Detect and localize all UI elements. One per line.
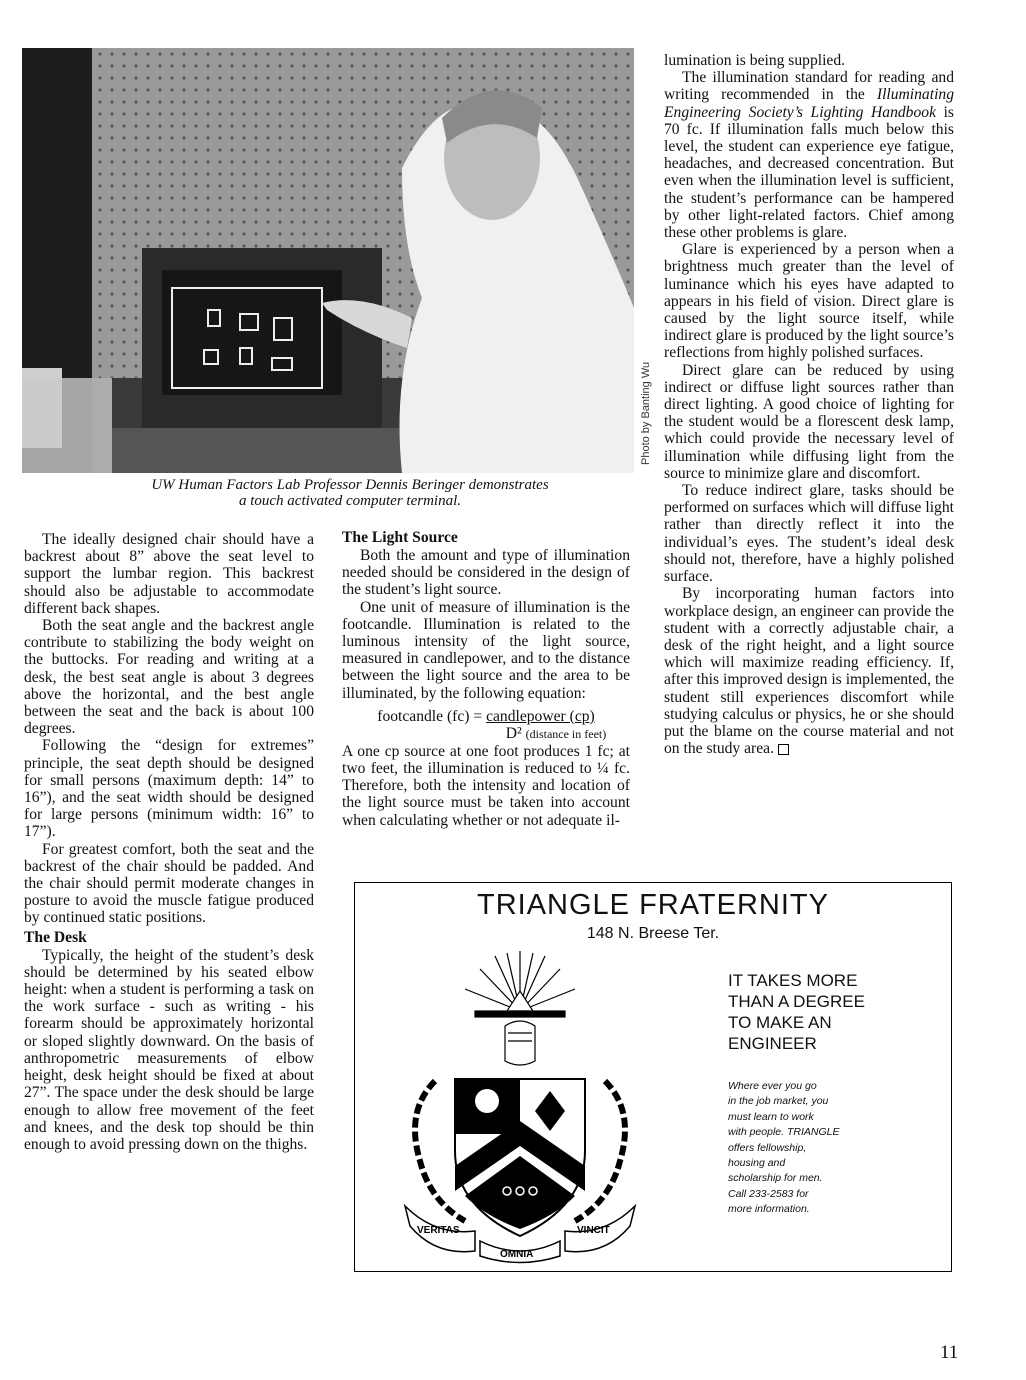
body-line: Where ever you go: [728, 1080, 817, 1092]
paragraph: lumination is being supplied.: [664, 52, 846, 69]
footcandle-equation: [342, 708, 630, 743]
body-line: offers fellowship,: [728, 1141, 807, 1154]
headline-line: TO MAKE AN: [728, 1013, 832, 1032]
paragraph: To reduce indirect glare, tasks should be performed on surfaces which will diffuse light rather than directly reflect it into the individual’s eyes. The student’s ideal desk should not, therefore, have a highly polished surface.: [664, 482, 954, 586]
handbook-title: Illuminating Engineering Society’s Lighting Handbook: [664, 86, 954, 121]
paragraph: A one cp source at one foot produces 1 fc; at two feet, the illumination is reduced to ¼ fc. Therefore, both the intensity and location of the light source must be taken into account when calculating whether or not adequate il-: [342, 742, 630, 829]
text-run: By incorporating human factors into workplace design, an engineer can provide the student with a correctly adjustable chair, a desk of the right height, and a light source which will maximize reading efficiency. If, after this improved design is implemented, the student still experiences discomfort while studying calculus or physics, he or she should put the blame on the course material and not on the study area.: [664, 585, 954, 758]
equation-denominator: D²: [505, 724, 526, 742]
paragraph: Both the amount and type of illumination needed should be considered in the design of the student’s light source.: [342, 547, 630, 599]
section-heading-light-source: The Light Source: [342, 529, 458, 546]
body-line: Call 233-2583 for: [728, 1187, 809, 1200]
paragraph: Typically, the height of the student’s desk should be determined by his seated elbow height: when a student is performing a task on the work surface - such as writing - his forearm should be approximately horizontal or sloped slightly downward. On the basis of anthropometric measurements of elbow height, desk height should be fixed at about 27”. The space under the desk should be large enough to allow free movement of the feet and knees, and the desk top should be thin enough to avoid pressing down on the thighs.: [24, 946, 314, 1153]
equation-numerator: candlepower (cp): [486, 707, 595, 725]
ad-address: 148 N. Breese Ter.: [586, 925, 720, 942]
column-2: [342, 529, 630, 829]
photo-illustration: [22, 48, 634, 473]
triangle-fraternity-ad: [354, 882, 952, 1272]
paragraph: One unit of measure of illumination is the footcandle. Illumination is related to the luminous intensity of the light source, measured in candlepower, and to the distance between the light source and the area to be illuminated, by the following equation:: [342, 598, 630, 702]
paragraph: Glare is experienced by a person when a brightness much greater than the level of luminance which his eyes have adapted to appears in his field of vision. Direct glare is caused by the light source itself, while indirect glare is produced by the light source’s reflections from highly polished surfaces.: [664, 241, 954, 362]
paragraph: [664, 69, 954, 241]
caption-line-2: a touch activated computer terminal.: [238, 493, 462, 509]
motto-vincit: VINCIT: [577, 1225, 610, 1236]
paragraph: Both the seat angle and the backrest angle contribute to stabilizing the body weight on the buttocks. For reading and writing at a desk, the best seat angle is about 3 degrees above the horizontal, and the best angle between the seat and the back is about 100 degrees.: [24, 617, 314, 738]
headline-line: THAN A DEGREE: [728, 992, 865, 1011]
headline-line: ENGINEER: [728, 1034, 817, 1053]
fraternity-crest: [395, 951, 645, 1266]
column-3: [664, 52, 954, 757]
text-run: is 70 fc. If illumination falls much below this level, the student can experience eye fatigue, headaches, and decreased concentration. But even when the illumination level is sufficient, the student’s performance can be hampered by other light-related factors. Chief among these other problems is glare.: [664, 103, 954, 242]
photo-credit: Photo by Banting Wu: [640, 361, 652, 465]
end-mark-icon: [778, 744, 789, 755]
equation-left: footcandle (fc) =: [377, 707, 487, 725]
headline-line: IT TAKES MORE: [728, 971, 858, 990]
column-1: [24, 531, 314, 1153]
paragraph: Direct glare can be reduced by using indirect or diffuse light sources rather than direct lighting. A good choice of lighting for the student would be a florescent desk lamp, which could provide the necessary level of illumination while diffusing light from the source to minimize glare and discomfort.: [664, 361, 954, 482]
body-line: with people. TRIANGLE: [728, 1126, 840, 1139]
ad-body-text: [728, 1079, 938, 1218]
equation-denominator-note: (distance in feet): [525, 726, 607, 741]
body-line: more information.: [728, 1203, 810, 1216]
photo-caption: [60, 477, 640, 509]
photo: [22, 48, 634, 473]
body-line: in the job market, you: [728, 1095, 829, 1108]
paragraph: [664, 585, 954, 757]
text-run: The illumination standard for reading and writing recommended in the: [664, 69, 954, 104]
paragraph: For greatest comfort, both the seat and the backrest of the chair should be padded. And the chair should permit moderate changes in posture to avoid the muscle fatigue produced by continued static positions.: [24, 840, 314, 927]
page-number: 11: [940, 1342, 959, 1363]
ad-headline: [728, 970, 938, 1054]
caption-line-1: UW Human Factors Lab Professor Dennis Beringer demonstrates: [151, 477, 549, 493]
motto-omnia: OMNIA: [500, 1249, 534, 1260]
paragraph: The ideally designed chair should have a backrest about 8” above the seat level to support the lumbar region. This backrest should also be adjustable to accommodate different back shapes.: [24, 531, 314, 617]
body-line: must learn to work: [728, 1110, 814, 1123]
section-heading-desk: The Desk: [24, 928, 87, 946]
body-line: housing and: [728, 1157, 786, 1170]
motto-veritas: VERITAS: [417, 1225, 460, 1236]
body-line: scholarship for men.: [728, 1172, 823, 1185]
paragraph: Following the “design for extremes” principle, the seat depth should be designed for small persons (maximum depth: 14” to 16”), and the seat width should be designed for large persons (minimum width: 16” to 17”).: [24, 737, 314, 841]
ad-title: TRIANGLE FRATERNITY: [477, 889, 829, 921]
